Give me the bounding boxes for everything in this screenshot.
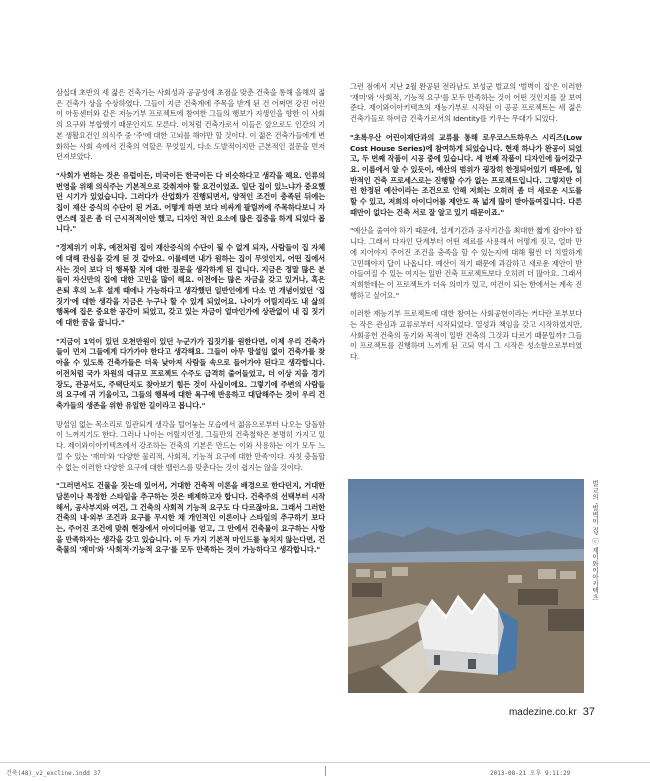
crop-mark — [325, 766, 326, 776]
page-number: 37 — [582, 706, 595, 718]
paragraph: "예산을 줄여야 하기 때문에, 설계기간과 공사기간을 최대한 짧게 잡아야 합니다. 그래서 다자인 단계부터 어떤 재료를 사용해서 어떻게 짓고, 얼마 만에 지어야지 주어진 조건을 충족을 할 수 있는지에 대해 훨씬 더 치열하게 고민해야지 답이 나옵니다. 예산이 적기 때문에 과감하고 새로운 제안이 받아들여질 수 있는 여지는 일반 건축 프로젝트보다 오히려 더 많아요. 그래서 저희한테는 이 프로젝트가 더욱 의미가 있고, 여건이 되는 한에서는 계속 진행하고 싶어요." — [350, 226, 582, 300]
article-column-left — [56, 88, 325, 564]
paragraph: "사회가 변하는 것은 유럽이든, 미국이든 한국이든 다 비슷하다고 생각을 해요. 인류의 번영을 위해 의식주는 기본적으로 갖춰져야 할 요건이었죠. 일단 집이 있느냐가 중요했던 시기가 있었습니다. 그러다가 산업화가 진행되면서, 양적인 조건이 충족된 뒤에는 집이 재산 증식의 수단이 된 거죠. 어떻게 하면 보다 비싸게 팔릴까에 주목하다보니 자연스레 질은 좀 더 근시적적이안 했고, 디자인 적인 요소에 많은 집중을 하게 되었다 봅니다." — [56, 170, 325, 234]
paragraph: "경제위기 이후, 예전처럼 집이 재산증식의 수단이 될 수 없게 되자, 사람들이 집 자체에 대해 관심을 갖게 된 것 같아요. 이를테면 내가 원하는 집이 무엇인지, 어떤 집에서 사는 것이 보다 더 행복할 지에 대한 질문을 생각하게 된 겁니다. 지금은 정말 많은 분들이 자신만의 집에 대한 고민을 많이 해요. 이전에는 많은 자금을 갖고 있거나, 혹은 은퇴 후의 노후 설계 때에나 가능하다고 생각했던 일반인에게 다소 먼 개념이었던 '집짓기'에 대한 생각을 지금은 누구나 할 수 있게 되었어요. 나이가 어릴지라도 내 삶의 행복에 집은 중요한 공간이 되었고, 갖고 있는 자금이 얼마인가에 상관없이 내 집 짓기에 대한 꿈을 꿉니다." — [56, 243, 325, 328]
paragraph: "초록우산 어린이재단과의 교류를 통해 로우코스트하우스 시리즈(Low Cost House Series)에 참여하게 되었습니다. 현재 하나가 완공이 되었고, 두 번째 작품이 시공 중에 있습니다. 세 번째 작품이 디자인에 들어갔구요. 이름에서 알 수 있듯이, 예산의 범위가 굉장히 한정되어있기 때문에, 일반적인 건축 프로세스로는 진행할 수가 없는 프로젝트입니다. 그렇지만 이런 한정된 예산이라는 조건으로 인해 저희는 오히려 좀 더 새로운 시도를 할 수 있고, 저희의 아이디어를 제안도 폭 넓게 많이 받아들여집니다. 다른 때만이 없다는 건축 서로 잘 알고 있기 때문이죠." — [350, 132, 582, 217]
slug-date: 2013-08-21 오후 9:11:29 — [490, 770, 571, 777]
paragraph: 그런 점에서 지난 2월 완공된 전라남도 보성군 벌교의 '벌벽이 집'은 이러한 '재미'와 '사회적, 기능적 요구'를 모두 만족하는 것이 어떤 것인지를 잘 보여준다. 제이와이아키텍츠의 재능기부로 시작된 이 공공 프로젝트는 세 젊은 건축가들로 하여금 건축가로서의 Identity를 키우는 무대가 되었다. — [350, 82, 582, 124]
article-column-right — [350, 82, 582, 371]
paragraph: 이러한 재능기부 프로젝트에 대한 참여는 사회공헌이라는 커다란 포부보다는 작은 관심과 교류로부터 시작되었다. 열성과 책임을 갖고 시작하였지만, 사회공헌 건축의 동기와 목적이 일반 건축의 그것과 다르기 때문일까? 그들이 프로젝트를 진행하며 느끼게 된 고되 역시 그 시작은 성소함으로부터였다. — [350, 309, 582, 362]
building-photo — [348, 479, 584, 693]
paragraph: "그러면서도 건물을 짓는데 있어서, 거대한 건축적 이론을 배경으로 한다던지, 거대한 담론이나 특정한 스타일을 추구하는 것은 배제하고자 합니다. 건축주의 선택부터 시작해서, 공사부지와 여건, 그 건축의 사회적 기능적 요구도 다 다르잖아요. 그래서 그러한 건축의 내·외부 조건과 요구를 무시한 채 개인적인 이론이나 스타일의 추구하기 보다는, 주어진 조건에 맞춰 현장에서 아이디어를 얻고, 그 안에서 건축물이 요구하는 사항을 만족하자는 생각을 갖고 있습니다. 이 두 가지 기본적 마인드를 놓치지 않는다면, 건축물의 '재미'와 '사회적·기능적 요구'를 모두 만족하는 것이 가능하다고 생각합니다." — [56, 481, 325, 555]
photo-caption: 벌교의 '벌벽이 집' ⓒ 제이와이아키텍츠 — [591, 480, 599, 601]
slug-file: 건축(48)_v2_excline.indd 37 — [6, 770, 101, 777]
paragraph: "지금이 1억이 있던 오천만원이 있던 누군가가 집짓기를 원한다면, 이제 우리 건축가들이 먼저 그들에게 다가가야 한다고 생각해요. 그들이 아무 망설임 없이 건축가를 찾아올 수 있도록 건축가들은 더욱 낮아져 사람들 속으로 들어가야 된다고 생각합니다. 이전처럼 국가 차원의 대규모 프로젝트 수주도 급격히 줄어들었고, 더 이상 지을 경기장도, 관공서도, 주택단지도 찾아보기 힘든 것이 사실이에요. 그렇기에 주변의 사람들의 요구에 귀 기울이고, 그들의 행복에 대한 욕구에 반응하고 대답해주는 것이 우리 건축가들의 생존을 위한 유일한 길이라고 봅니다." — [56, 336, 325, 410]
paragraph: 삼십대 초반의 세 젊은 건축가는 사회성과 공공성에 초점을 맞춘 건축을 통해 올해의 젊은 건축가 상을 수상하였다. 그들이 지금 건축계에 주목을 받게 된 건 어쩌면 강진 어린이 아동센터와 같은 저능기부 프로젝트에 참여한 그들의 행보가 지생인을 향한 이 사회의 요구와 부합했기 때문인지도 모른다. 이처럼 건축가로서 이들은 앞으로도 인간의 기본 생활요건인 의식주 중 '주'에 대한 고뇌를 해야만 할 것이다. 이 젊은 건축가들에게 변화하는 사회 속에서 건축의 역할은 무엇일지, 다소 도발적이지만 근본적인 질문을 먼저 던져보았다. — [56, 88, 325, 162]
site-name: madezine.co.kr — [508, 707, 577, 718]
paragraph: 망설임 없는 목소리로 일관되게 생각을 털어놓는 모습에서 젊음으로부터 나오는 당돌함이 느껴지기도 한다. 그러나 나이는 어릴지언정, 그들만의 건축철학은 분명히 가지고 있다. 제이와이아키텍츠에서 강조하는 건축의 기본은 만드는 이와 사용하는 이가 모두 느낄 수 있는 '재미'와 '다양한 물리적, 사회적, 기능적 요구에 대한 만족'이다. 자칫 충돌할 수 없는 이러한 다양한 요구에 대한 밸런스를 맞춘다는 것이 쉽지는 않을 것이다. — [56, 419, 325, 472]
photo-illustration — [348, 479, 584, 693]
page-footer — [509, 706, 595, 718]
